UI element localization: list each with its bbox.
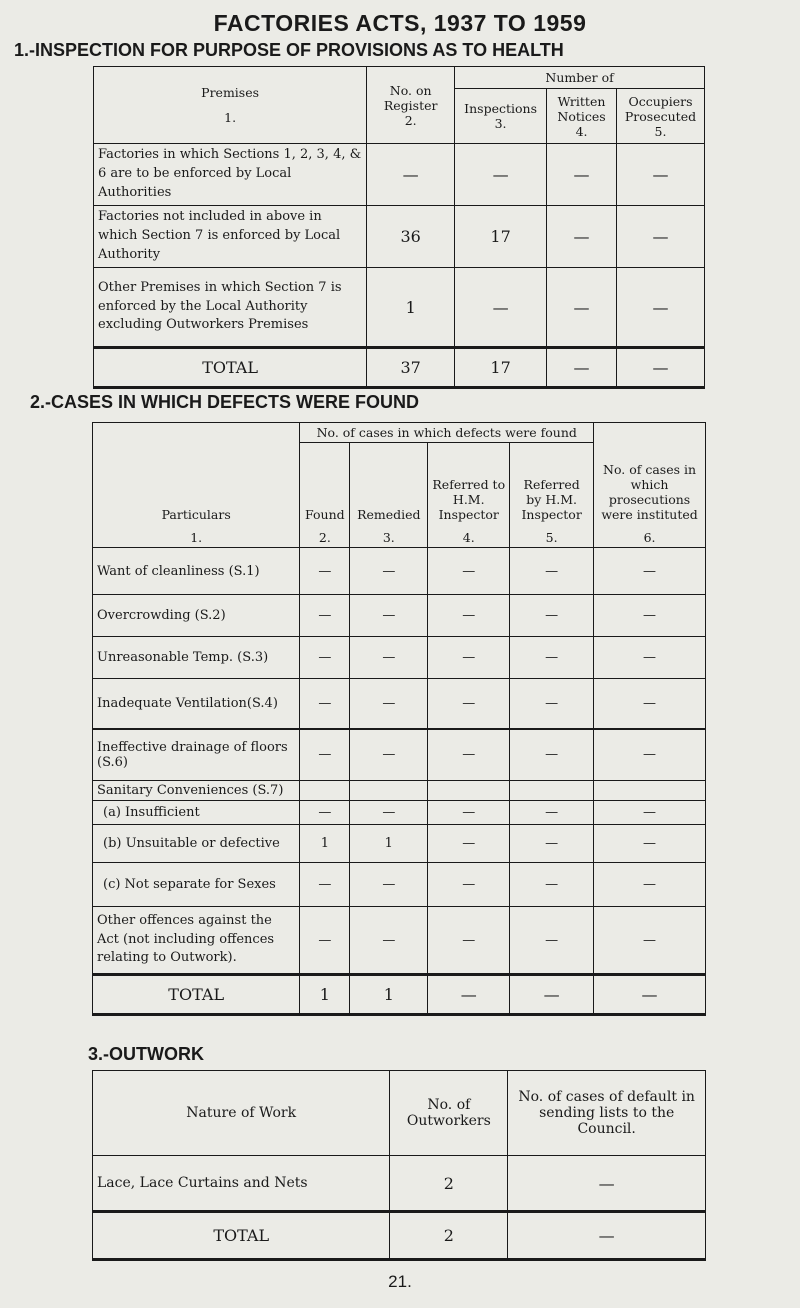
header-prosecutions: No. of cases in which prosecutions were instituted 6. bbox=[594, 423, 706, 548]
header-inspections: Inspections 3. bbox=[455, 89, 547, 144]
total-row: TOTAL 1 1 — — — bbox=[93, 975, 706, 1015]
table-row: Sanitary Conveniences (S.7) bbox=[93, 781, 706, 801]
table-row: Overcrowding (S.2) — — — — — bbox=[93, 595, 706, 637]
table-row: Inadequate Ventilation(S.4) — — — — — bbox=[93, 679, 706, 729]
table-row: (c) Not separate for Sexes — — — — — bbox=[93, 863, 706, 907]
header-premises: Premises 1. bbox=[94, 67, 367, 144]
header-prosecuted: Occupiers Prosecuted 5. bbox=[617, 89, 705, 144]
inspection-table bbox=[93, 66, 705, 389]
table-row: Lace, Lace Curtains and Nets 2 — bbox=[93, 1156, 706, 1212]
table-row: Unreasonable Temp. (S.3) — — — — — bbox=[93, 637, 706, 679]
page-number: 21. bbox=[388, 1272, 412, 1291]
header-particulars: Particulars 1. bbox=[93, 423, 300, 548]
header-nature-of-work: Nature of Work bbox=[93, 1071, 390, 1156]
page-title: FACTORIES ACTS, 1937 TO 1959 bbox=[213, 10, 587, 36]
header-default-cases: No. of cases of default in sending lists to the Council. bbox=[508, 1071, 706, 1156]
section3-heading: 3.-OUTWORK bbox=[88, 1044, 204, 1064]
outwork-table bbox=[92, 1070, 706, 1261]
table-row: (b) Unsuitable or defective 1 1 — — — bbox=[93, 825, 706, 863]
header-notices: Written Notices 4. bbox=[547, 89, 617, 144]
total-row: TOTAL 37 17 — — bbox=[94, 348, 705, 388]
header-referred-to: Referred to H.M. Inspector 4. bbox=[428, 443, 510, 548]
table-row: Other offences against the Act (not including offences relating to Outwork). — — — — — bbox=[93, 907, 706, 975]
table-row: Factories in which Sections 1, 2, 3, 4, & 6 are to be enforced by Local Authorities — — — — bbox=[94, 144, 705, 206]
header-remedied: Remedied 3. bbox=[350, 443, 428, 548]
section2-heading: 2.-CASES IN WHICH DEFECTS WERE FOUND bbox=[30, 392, 420, 412]
header-found: Found 2. bbox=[300, 443, 350, 548]
defects-table bbox=[92, 422, 706, 1016]
section1-heading: 1.-INSPECTION FOR PURPOSE OF PROVISIONS AS TO HEALTH bbox=[14, 40, 564, 60]
table-row: Factories not included in above in which Section 7 is enforced by Local Authority 36 17 — — bbox=[94, 206, 705, 268]
header-number-of: Number of bbox=[455, 67, 705, 89]
header-defects-found: No. of cases in which defects were found bbox=[300, 423, 594, 443]
header-referred-by: Referred by H.M. Inspector 5. bbox=[510, 443, 594, 548]
table-row: (a) Insufficient — — — — — bbox=[93, 801, 706, 825]
table-row: Other Premises in which Section 7 is enforced by the Local Authority excluding Outworkers Premises 1 — — — bbox=[94, 268, 705, 348]
header-register: No. on Register 2. bbox=[367, 67, 455, 144]
total-row: TOTAL 2 — bbox=[93, 1212, 706, 1260]
header-outworkers: No. of Outworkers bbox=[390, 1071, 508, 1156]
table-row: Want of cleanliness (S.1) — — — — — bbox=[93, 548, 706, 595]
table-row: Ineffective drainage of floors (S.6) — — — — — bbox=[93, 729, 706, 781]
